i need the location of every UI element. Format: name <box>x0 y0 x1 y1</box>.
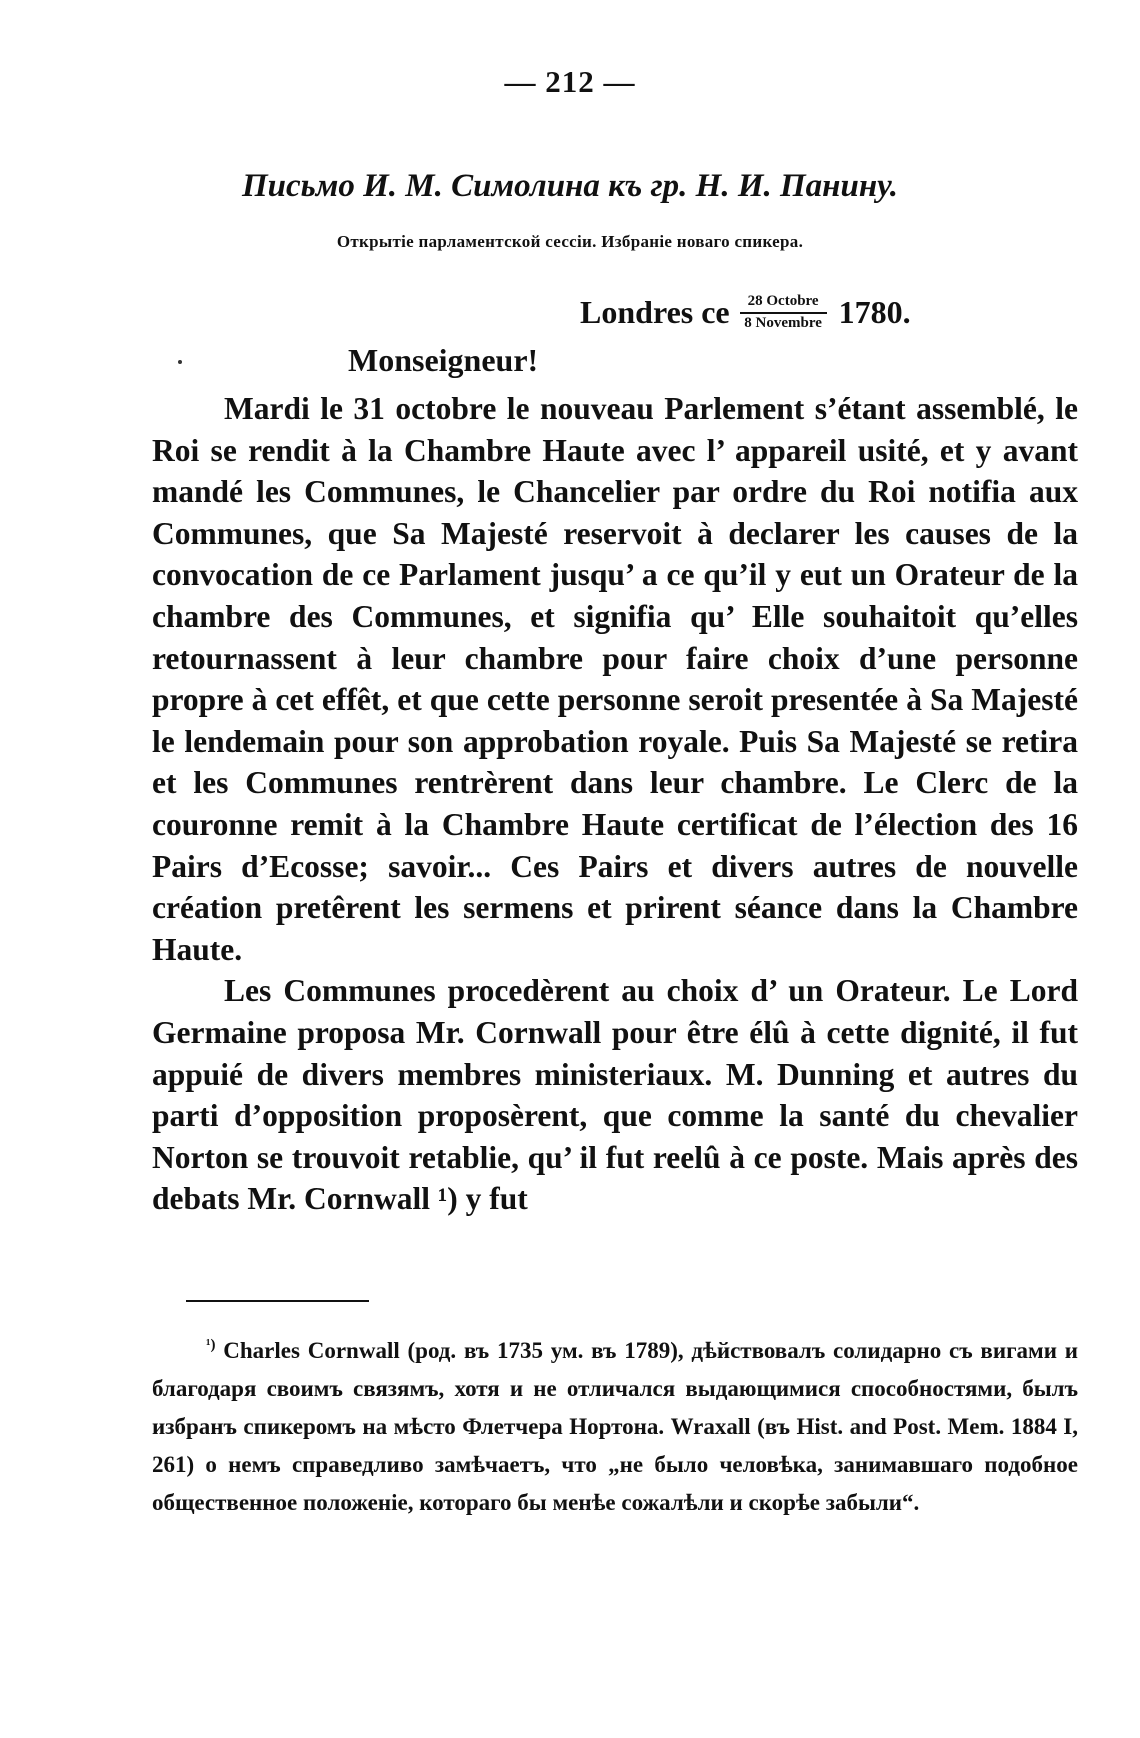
letter-subtitle: Открытіе парламентской сессіи. Избраніе новаго спикера. <box>336 232 804 251</box>
dateline-date-fraction <box>740 293 827 332</box>
footnote <box>152 1326 1078 1522</box>
footnote-divider <box>186 1300 369 1302</box>
dateline-year: 1780. <box>838 293 911 330</box>
dateline-date-new-style: 8 Novembre <box>744 314 822 331</box>
letter-title: Письмо И. М. Симолина къ гр. Н. И. Панину. <box>242 168 898 204</box>
paragraph: Mardi le 31 octobre le nouveau Parlement s’étant assemblé, le Roi se rendit à la Chambre Haute avec l’ appareil usité, et y avant mandé les Communes, le Chancelier par ordre du Roi notifia aux Communes, que Sa Majesté reservoit à declarer les causes de la convocation de ce Parlament jusqu’ a ce qu’il y eut un Orateur de la chambre des Communes, et signifia qu’ Elle souhaitoit qu’elles retournassent à leur chambre pour faire choix d’une personne propre à cet effêt, et que cette personne seroit presentée à Sa Majesté le lendemain pour son approbation royale. Puis Sa Majesté se retira et les Communes rentrèrent dans leur chambre. Le Clerc de la couronne remit à la Chambre Haute certificat de l’élection des 16 Pairs d’Ecosse; savoir... Ces Pairs et divers autres de nouvelle création pretêrent les sermens et prirent séance dans la Chambre Haute. <box>152 391 1078 967</box>
dateline <box>580 282 911 342</box>
footnote-text: Charles Cornwall (род. въ 1735 ум. въ 1789), дѣйствовалъ солидарно съ вигами и благодаря своимъ связямъ, хотя и не отличался выдающимися способностями, былъ избранъ спикеромъ на мѣсто Флетчера Нортона. Wraxall (въ Hist. and Post. Mem. 1884 I, 261) о немъ справедливо замѣчаетъ, что „не было человѣка, занимавшаго подобное общественное положеніе, котораго бы менѣе сожалѣли и скорѣе забыли“. <box>152 1338 1078 1515</box>
dateline-date-old-style: 28 Octobre <box>740 293 827 314</box>
footnote-marker: ¹) <box>206 1337 216 1353</box>
page-number: — 212 — <box>504 64 636 99</box>
print-speck <box>178 360 182 364</box>
paragraph: Les Communes procedèrent au choix d’ un Orateur. Le Lord Germaine proposa Mr. Cornwall pour être élû à cette dignité, il fut appuié de divers membres ministeriaux. M. Dunning et autres du parti d’opposition proposèrent, que comme la santé du chevalier Norton se trouvoit retablie, qu’ il fut reelû à ce poste. Mais après des debats Mr. Cornwall ¹) y fut <box>152 973 1078 1217</box>
salutation: Monseigneur! <box>348 342 539 378</box>
dateline-place: Londres ce <box>580 293 730 330</box>
letter-body <box>152 388 1078 1220</box>
